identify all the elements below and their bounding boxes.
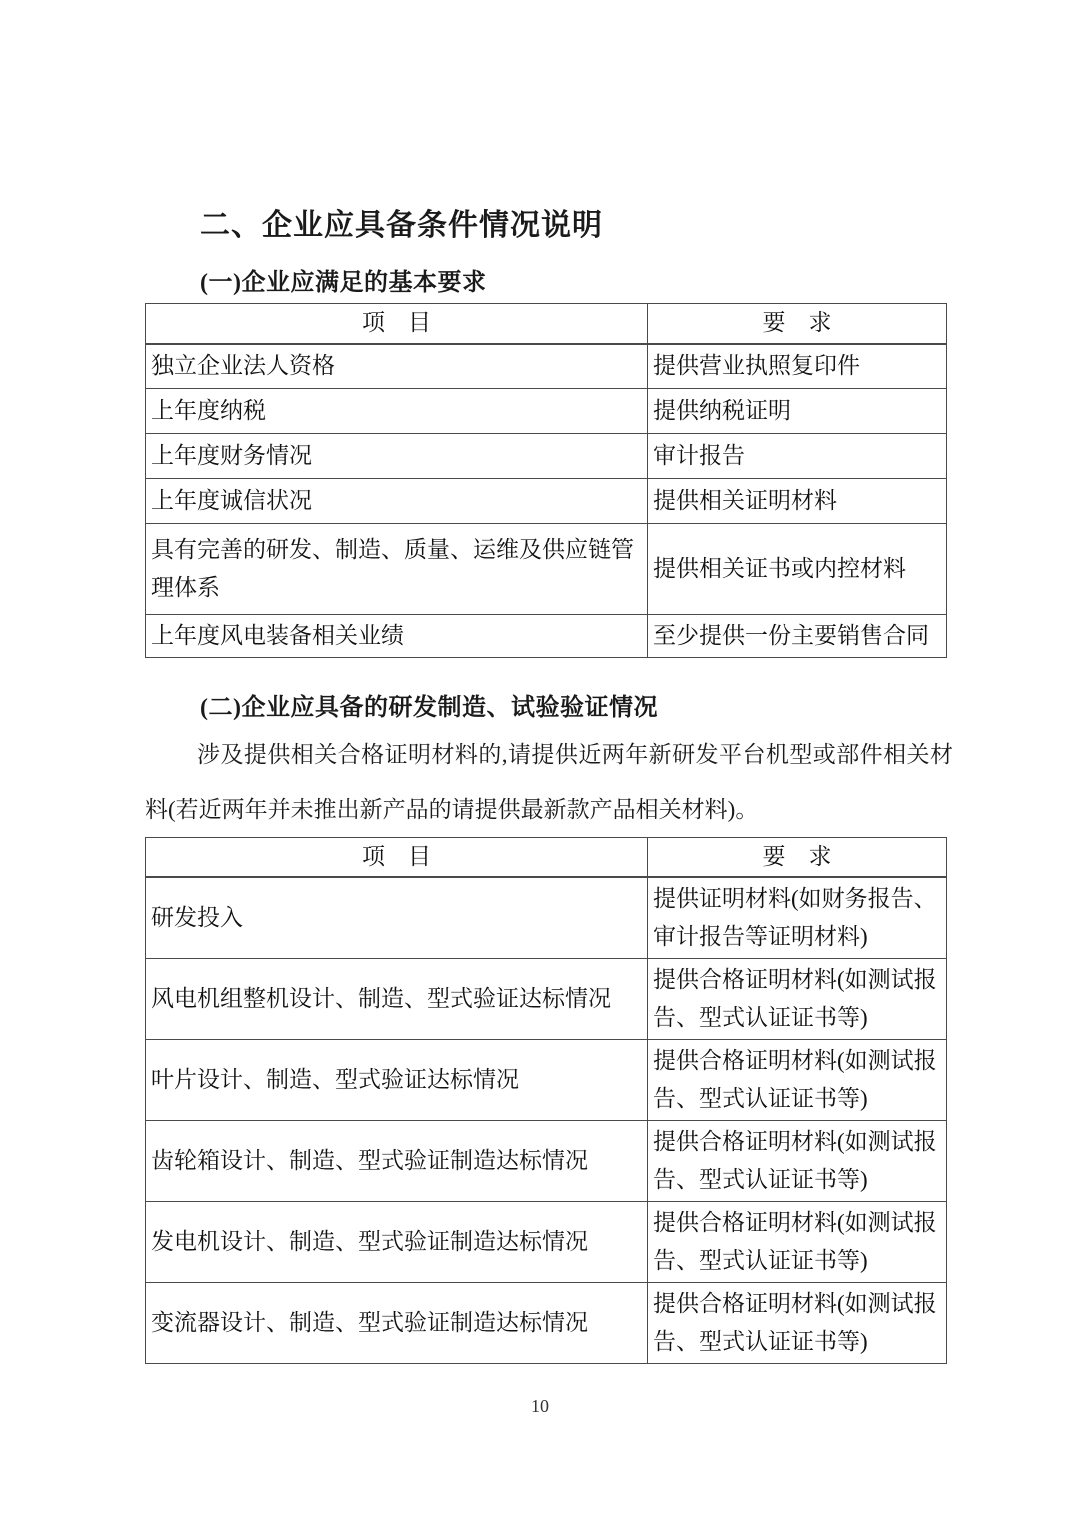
item-cell: 研发投入 — [146, 877, 648, 959]
requirement-cell: 提供合格证明材料(如测试报告、型式认证证书等) — [648, 1202, 947, 1283]
table-header-row — [146, 304, 947, 344]
table-row — [146, 1121, 947, 1202]
page-number: 10 — [531, 1396, 549, 1416]
section2-heading: (二)企业应具备的研发制造、试验验证情况 — [200, 695, 658, 721]
column-header-requirement: 要 求 — [648, 838, 947, 878]
table-row — [146, 615, 947, 658]
table-row — [146, 959, 947, 1040]
item-cell: 发电机设计、制造、型式验证制造达标情况 — [146, 1202, 648, 1283]
requirement-cell: 提供证明材料(如财务报告、审计报告等证明材料) — [648, 877, 947, 959]
rd-verification-table — [145, 837, 947, 1364]
requirement-cell: 提供营业执照复印件 — [648, 344, 947, 389]
requirement-cell: 至少提供一份主要销售合同 — [648, 615, 947, 658]
requirement-cell: 提供合格证明材料(如测试报告、型式认证证书等) — [648, 1283, 947, 1364]
table-row — [146, 479, 947, 524]
requirement-cell: 提供合格证明材料(如测试报告、型式认证证书等) — [648, 1040, 947, 1121]
requirement-cell: 提供合格证明材料(如测试报告、型式认证证书等) — [648, 959, 947, 1040]
column-header-requirement: 要 求 — [648, 304, 947, 344]
basic-requirements-table — [145, 303, 947, 658]
table-row — [146, 1202, 947, 1283]
section1-heading: (一)企业应满足的基本要求 — [200, 270, 487, 296]
table-row — [146, 434, 947, 479]
section2-paragraph: 涉及提供相关合格证明材料的,请提供近两年新研发平台机型或部件相关材料(若近两年并未推出新产品的请提供最新款产品相关材料)。 — [145, 742, 953, 822]
table-row — [146, 877, 947, 959]
item-cell: 上年度诚信状况 — [146, 479, 648, 524]
item-cell: 上年度财务情况 — [146, 434, 648, 479]
item-cell: 叶片设计、制造、型式验证达标情况 — [146, 1040, 648, 1121]
item-cell: 上年度风电装备相关业绩 — [146, 615, 648, 658]
column-header-item: 项 目 — [146, 304, 648, 344]
item-cell: 具有完善的研发、制造、质量、运维及供应链管理体系 — [146, 524, 648, 615]
column-header-item: 项 目 — [146, 838, 648, 878]
item-cell: 变流器设计、制造、型式验证制造达标情况 — [146, 1283, 648, 1364]
table-row — [146, 1283, 947, 1364]
table-row — [146, 1040, 947, 1121]
page-title: 二、企业应具备条件情况说明 — [200, 209, 603, 242]
table-row — [146, 389, 947, 434]
requirement-cell: 提供纳税证明 — [648, 389, 947, 434]
item-cell: 独立企业法人资格 — [146, 344, 648, 389]
requirement-cell: 审计报告 — [648, 434, 947, 479]
item-cell: 齿轮箱设计、制造、型式验证制造达标情况 — [146, 1121, 648, 1202]
requirement-cell: 提供合格证明材料(如测试报告、型式认证证书等) — [648, 1121, 947, 1202]
item-cell: 风电机组整机设计、制造、型式验证达标情况 — [146, 959, 648, 1040]
requirement-cell: 提供相关证书或内控材料 — [648, 524, 947, 615]
table-row — [146, 344, 947, 389]
table-header-row — [146, 838, 947, 878]
requirement-cell: 提供相关证明材料 — [648, 479, 947, 524]
item-cell: 上年度纳税 — [146, 389, 648, 434]
table-row — [146, 524, 947, 615]
